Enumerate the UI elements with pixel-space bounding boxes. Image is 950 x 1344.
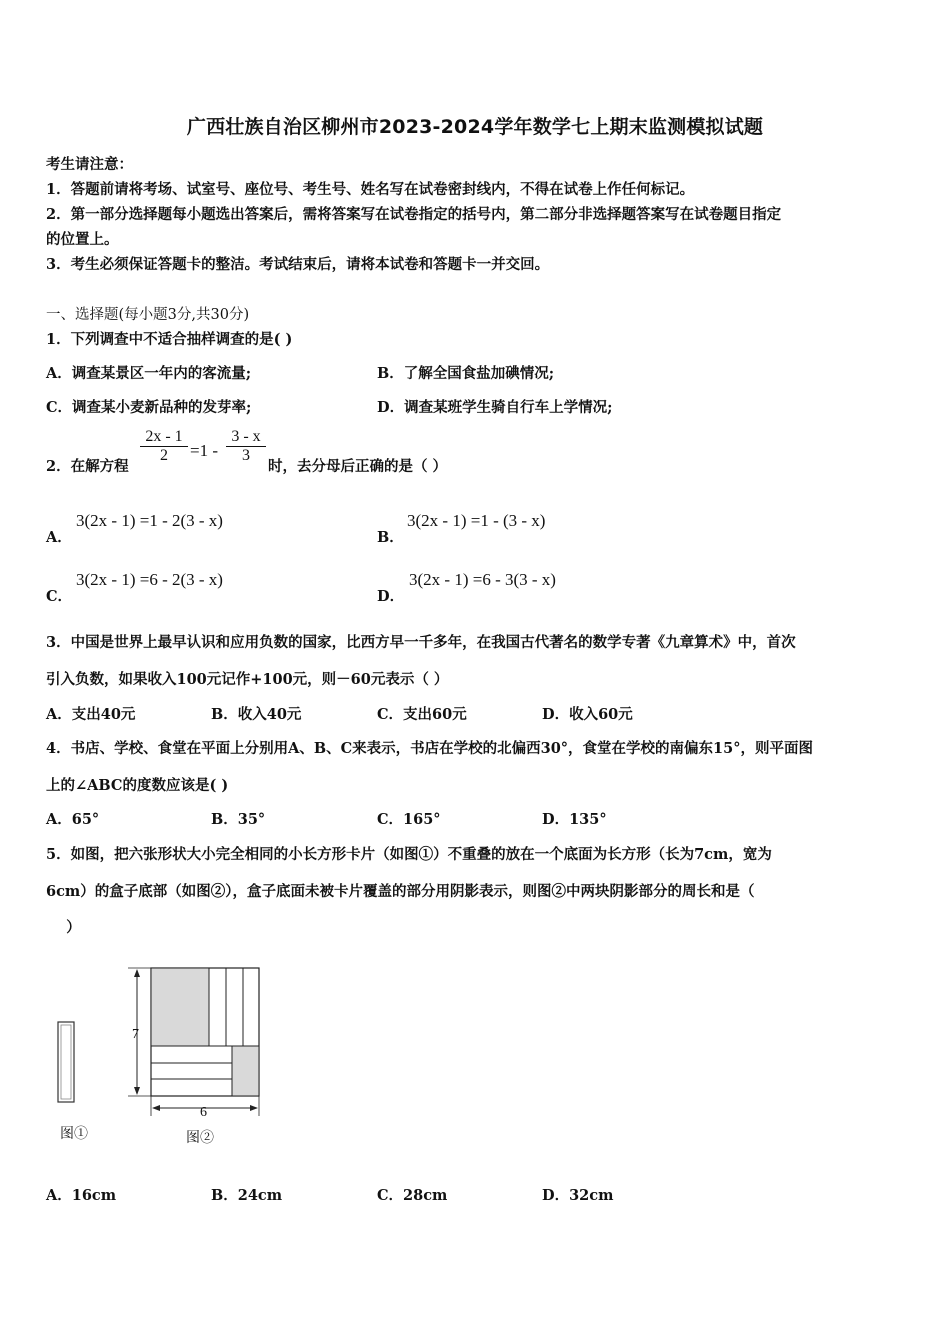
q1-option-a: A．调查某景区一年内的客流量; — [46, 365, 252, 382]
q5-option-a: A．16cm — [46, 1187, 117, 1204]
q2-fraction-2 — [226, 428, 266, 465]
q4-stem-line2: 上的∠ABC的度数应该是( ) — [46, 777, 229, 794]
q5-option-b: B．24cm — [211, 1187, 283, 1204]
section-heading: 一、选择题(每小题3分,共30分) — [46, 307, 250, 323]
q4-option-d: D．135° — [542, 811, 607, 828]
figure-1-card — [58, 1022, 74, 1102]
q3-option-a: A．支出40元 — [46, 706, 136, 723]
q2-fraction-1-denominator: 2 — [160, 447, 168, 464]
q5-option-d: D．32cm — [542, 1187, 614, 1204]
q3-stem-line1: 3．中国是世界上最早认识和应用负数的国家，比西方早一千多年，在我国古代著名的数学专著《九章算术》中，首次 — [46, 634, 796, 651]
q2-option-a: 3(2x - 1) =1 - 2(3 - x) — [76, 511, 223, 530]
q2-option-d-label: D． — [377, 588, 405, 605]
figure-2-box — [151, 968, 259, 1096]
q2-option-a-label: A． — [46, 529, 72, 546]
q3-option-b: B．收入40元 — [211, 706, 302, 723]
notice-heading: 考生请注意： — [46, 156, 133, 173]
q3-option-d: D．收入60元 — [542, 706, 633, 723]
q2-prefix: 2．在解方程 — [46, 458, 129, 475]
q5-stem-line3: ） — [46, 919, 81, 936]
q2-fraction-2-numerator: 3 - x — [231, 428, 261, 445]
q2-fraction-2-denominator: 3 — [242, 447, 250, 464]
q2-option-c: 3(2x - 1) =6 - 2(3 - x) — [76, 570, 223, 589]
dimension-6-label: 6 — [200, 1105, 207, 1120]
q2-fraction-1 — [140, 428, 188, 465]
q3-stem-line2: 引入负数，如果收入100元记作+100元，则－60元表示（ ） — [46, 671, 449, 688]
q2-fraction-1-numerator: 2x - 1 — [145, 428, 183, 445]
q2-suffix: 时，去分母后正确的是（ ） — [268, 458, 448, 475]
q4-option-c: C．165° — [377, 811, 441, 828]
q4-option-a: A．65° — [46, 811, 100, 828]
q2-option-d: 3(2x - 1) =6 - 3(3 - x) — [409, 570, 556, 589]
q1-option-d: D．调查某班学生骑自行车上学情况; — [377, 399, 613, 416]
q2-middle: =1 - — [190, 441, 218, 460]
q1-stem: 1．下列调查中不适合抽样调查的是( ) — [46, 331, 293, 348]
q2-option-b: 3(2x - 1) =1 - (3 - x) — [407, 511, 546, 530]
q5-figure — [40, 958, 280, 1148]
page-title: 广西壮族自治区柳州市2023-2024学年数学七上期末监测模拟试题 — [186, 116, 764, 138]
q1-option-c: C．调查某小麦新品种的发芽率; — [46, 399, 252, 416]
q5-option-c: C．28cm — [377, 1187, 448, 1204]
q2-option-c-label: C． — [46, 588, 73, 605]
q2-option-b-label: B． — [377, 529, 404, 546]
notice-item-2: 2．第一部分选择题每小题选出答案后，需将答案写在试卷指定的括号内，第二部分非选择题答案写在试卷题目指定 — [46, 206, 782, 223]
notice-item-3: 3．考生必须保证答题卡的整洁。考试结束后，请将本试卷和答题卡一并交回。 — [46, 256, 550, 273]
figure-2-caption: 图② — [186, 1131, 214, 1146]
q4-option-b: B．35° — [211, 811, 266, 828]
figure-1-caption: 图① — [60, 1127, 88, 1142]
q3-option-c: C．支出60元 — [377, 706, 467, 723]
dimension-7-label: 7 — [132, 1027, 139, 1042]
q5-stem-line2: 6cm）的盒子底部（如图②），盒子底面未被卡片覆盖的部分用阴影表示，则图②中两块阴影部分的周长和是（ — [46, 883, 755, 900]
q1-option-b: B．了解全国食盐加碘情况; — [377, 365, 555, 382]
notice-item-2-cont: 的位置上。 — [46, 231, 119, 248]
q4-stem-line1: 4．书店、学校、食堂在平面上分别用A、B、C来表示，书店在学校的北偏西30°，食堂在学校的南偏东15°，则平面图 — [46, 740, 813, 757]
q5-stem-line1: 5．如图，把六张形状大小完全相同的小长方形卡片（如图①）不重叠的放在一个底面为长方形（长为7cm，宽为 — [46, 846, 772, 863]
notice-item-1: 1．答题前请将考场、试室号、座位号、考生号、姓名写在试卷密封线内，不得在试卷上作任何标记。 — [46, 181, 695, 198]
